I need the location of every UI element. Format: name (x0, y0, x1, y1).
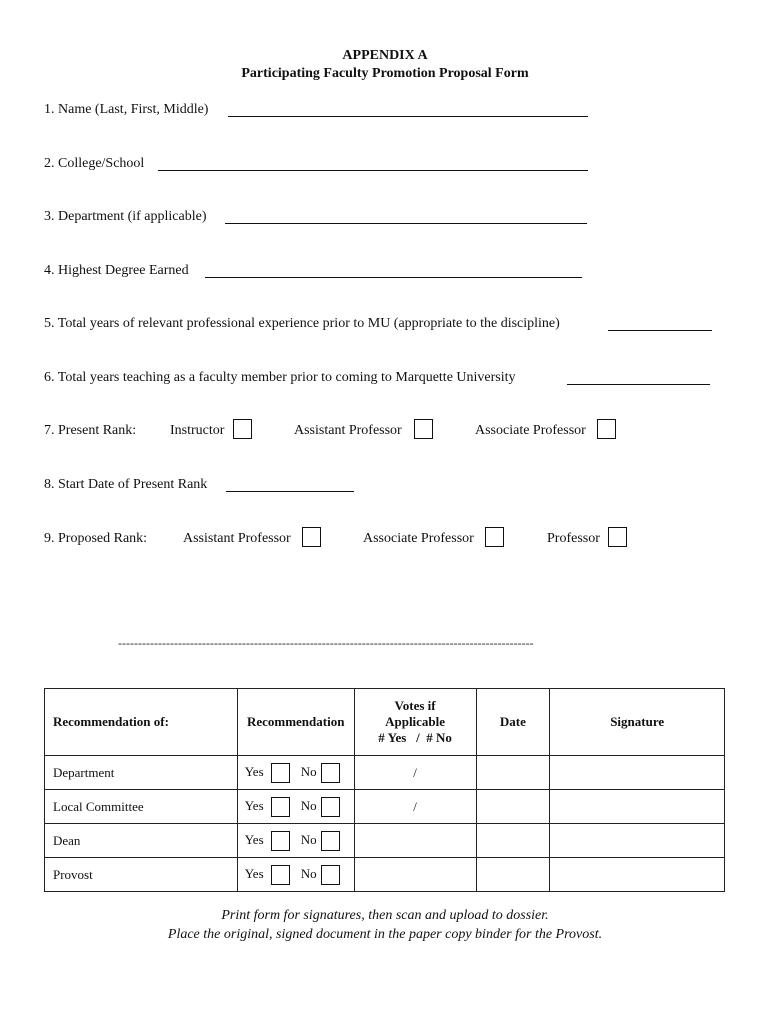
present-rank-instructor-label: Instructor (170, 423, 225, 438)
row-label: Local Committee (45, 790, 238, 824)
votes-cell[interactable] (354, 858, 476, 892)
table-row (45, 790, 725, 824)
present-rank-associate-checkbox[interactable] (597, 419, 616, 439)
votes-cell[interactable] (354, 824, 476, 858)
header-votes-line3: # Yes / # No (378, 730, 452, 745)
header-date: Date (476, 689, 550, 756)
signature-cell[interactable] (550, 756, 725, 790)
start-date-label: 8. Start Date of Present Rank (44, 477, 208, 492)
row-label: Provost (45, 858, 238, 892)
table-header-row (45, 689, 725, 756)
recommendation-cell (237, 756, 354, 790)
date-cell[interactable] (476, 790, 550, 824)
proposed-rank-associate-checkbox[interactable] (485, 527, 504, 547)
present-rank-instructor-checkbox[interactable] (233, 419, 252, 439)
teaching-years-label: 6. Total years teaching as a faculty member prior to coming to Marquette University (44, 370, 516, 385)
votes-cell[interactable]: / (354, 756, 476, 790)
experience-label: 5. Total years of relevant professional experience prior to MU (appropriate to the discipline) (44, 316, 560, 331)
degree-field[interactable] (205, 277, 582, 278)
date-cell[interactable] (476, 824, 550, 858)
no-label: No (300, 832, 317, 847)
header-votes-line2: Applicable (385, 714, 446, 729)
no-label: No (300, 798, 317, 813)
no-label: No (300, 866, 317, 881)
name-field[interactable] (228, 116, 588, 117)
proposed-rank-assistant-checkbox[interactable] (302, 527, 321, 547)
yes-label: Yes (244, 764, 264, 779)
no-checkbox[interactable] (321, 865, 340, 885)
header-votes (354, 689, 476, 756)
teaching-years-field[interactable] (567, 384, 710, 385)
row-label: Department (45, 756, 238, 790)
form-title: Participating Faculty Promotion Proposal Form (241, 66, 529, 81)
date-cell[interactable] (476, 756, 550, 790)
signature-cell[interactable] (550, 824, 725, 858)
yes-label: Yes (244, 832, 264, 847)
department-label: 3. Department (if applicable) (44, 209, 207, 224)
start-date-field[interactable] (226, 491, 354, 492)
yes-checkbox[interactable] (271, 865, 290, 885)
no-checkbox[interactable] (321, 831, 340, 851)
proposed-rank-professor-label: Professor (547, 531, 600, 546)
recommendation-table (44, 688, 725, 892)
proposed-rank-assistant-label: Assistant Professor (183, 531, 291, 546)
header-votes-line1: Votes if (394, 698, 436, 713)
yes-checkbox[interactable] (271, 763, 290, 783)
college-field[interactable] (158, 170, 588, 171)
date-cell[interactable] (476, 858, 550, 892)
yes-label: Yes (244, 798, 264, 813)
section-separator: -------------------------------------------------------------------------------------------------------- (118, 636, 534, 650)
yes-checkbox[interactable] (271, 797, 290, 817)
proposed-rank-label: 9. Proposed Rank: (44, 531, 148, 546)
yes-label: Yes (244, 866, 264, 881)
recommendation-cell (237, 824, 354, 858)
present-rank-assistant-checkbox[interactable] (414, 419, 433, 439)
header-recommendation: Recommendation (237, 689, 354, 756)
yes-checkbox[interactable] (271, 831, 290, 851)
table-row (45, 858, 725, 892)
row-label: Dean (45, 824, 238, 858)
header-recommendation-of: Recommendation of: (45, 689, 238, 756)
name-label: 1. Name (Last, First, Middle) (44, 102, 209, 117)
college-label: 2. College/School (44, 156, 145, 171)
table-row (45, 756, 725, 790)
signature-cell[interactable] (550, 858, 725, 892)
recommendation-cell (237, 858, 354, 892)
proposed-rank-associate-label: Associate Professor (363, 531, 474, 546)
department-field[interactable] (225, 223, 587, 224)
no-checkbox[interactable] (321, 797, 340, 817)
header-signature: Signature (550, 689, 725, 756)
degree-label: 4. Highest Degree Earned (44, 263, 189, 278)
present-rank-label: 7. Present Rank: (44, 423, 137, 438)
footer-instruction-1: Print form for signatures, then scan and upload to dossier. (221, 908, 549, 923)
experience-field[interactable] (608, 330, 712, 331)
footer-instruction-2: Place the original, signed document in the paper copy binder for the Provost. (167, 927, 603, 942)
present-rank-associate-label: Associate Professor (475, 423, 586, 438)
no-label: No (300, 764, 317, 779)
present-rank-assistant-label: Assistant Professor (294, 423, 402, 438)
appendix-label: APPENDIX A (342, 48, 428, 63)
recommendation-cell (237, 790, 354, 824)
votes-cell[interactable]: / (354, 790, 476, 824)
no-checkbox[interactable] (321, 763, 340, 783)
table-row (45, 824, 725, 858)
signature-cell[interactable] (550, 790, 725, 824)
proposed-rank-professor-checkbox[interactable] (608, 527, 627, 547)
